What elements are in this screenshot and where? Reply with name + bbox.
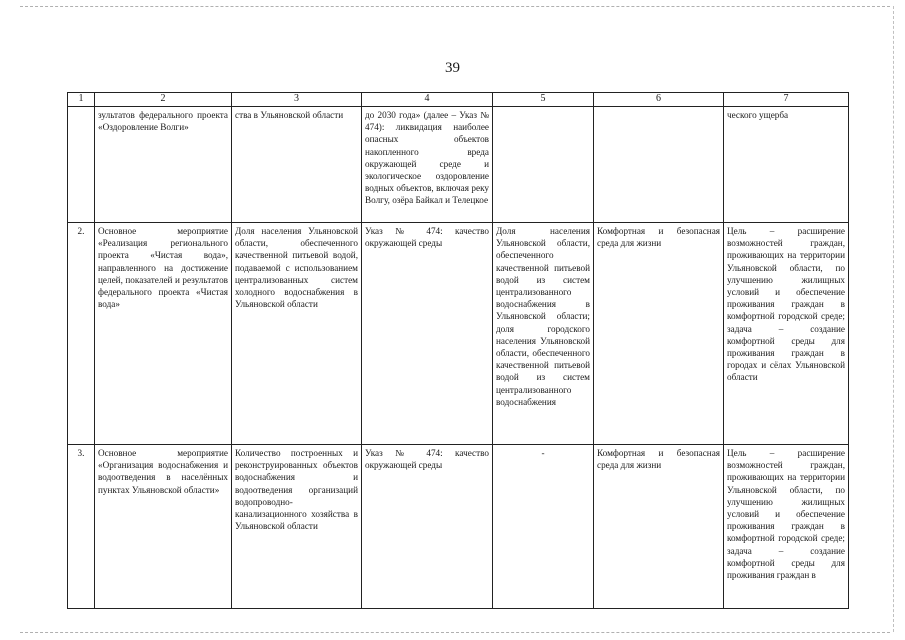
national-indicator-cell [493, 107, 594, 223]
decree-cell: Указ № 474: качество окружающей среды [362, 445, 493, 609]
activity-cell: Основное мероприятие «Организация водоснабжения и водоотведения в населённых пунктах Ульяновской области» [95, 445, 232, 609]
decree-cell: Указ № 474: качество окружающей среды [362, 223, 493, 445]
table-header-row [68, 93, 849, 107]
header-col-2: 2 [95, 93, 232, 107]
decree-cell: до 2030 года» (далее – Указ № 474): ликвидация наиболее опасных объектов накопленного вреда окружающей среде и экологическое оздоровление водных объектов, включая реку Волгу, озёра Байкал и Телецкое [362, 107, 493, 223]
indicator-cell: Доля населения Ульяновской области, обеспеченного качественной питьевой водой, подаваемой с использованием централизованных систем холодного водоснабжения в Ульяновской области [232, 223, 362, 445]
header-col-1: 1 [68, 93, 95, 107]
table-row [68, 107, 849, 223]
header-col-4: 4 [362, 93, 493, 107]
priority-cell [594, 107, 724, 223]
scan-edge-right [893, 6, 894, 632]
priority-cell: Комфортная и безопасная среда для жизни [594, 445, 724, 609]
goal-cell: ческого ущерба [724, 107, 849, 223]
indicator-cell: Количество построенных и реконструированных объектов водоснабжения и водоотведения организаций водопроводно-канализационного хозяйства в Ульяновской области [232, 445, 362, 609]
goal-cell: Цель – расширение возможностей граждан, проживающих на территории Ульяновской области, по улучшению жилищных условий и обеспечение проживания граждан в комфортной городской среде; задача – создание комфортной среды для проживания граждан в [724, 445, 849, 609]
row-number [68, 107, 95, 223]
activity-cell: Основное мероприятие «Реализация регионального проекта «Чистая вода», направленного на достижение целей, показателей и результатов федерального проекта «Чистая вода» [95, 223, 232, 445]
page-number: 39 [445, 60, 460, 76]
header-col-7: 7 [724, 93, 849, 107]
header-col-3: 3 [232, 93, 362, 107]
row-number: 2. [68, 223, 95, 445]
header-col-6: 6 [594, 93, 724, 107]
priority-cell: Комфортная и безопасная среда для жизни [594, 223, 724, 445]
scan-edge-bottom [20, 632, 890, 633]
table-row [68, 445, 849, 609]
table-row [68, 223, 849, 445]
header-col-5: 5 [493, 93, 594, 107]
indicator-cell: ства в Ульяновской области [232, 107, 362, 223]
scan-edge-top [20, 6, 890, 7]
row-number: 3. [68, 445, 95, 609]
national-indicator-cell: Доля населения Ульяновской области, обеспеченного качественной питьевой водой из систем централизованного водоснабжения в Ульяновской области; доля городского населения Ульяновской области, обеспеченного качественной питьевой водой из систем централизованного водоснабжения [493, 223, 594, 445]
activity-cell: зультатов федерального проекта «Оздоровление Волги» [95, 107, 232, 223]
goal-cell: Цель – расширение возможностей граждан, проживающих на территории Ульяновской области, по улучшению жилищных условий и обеспечение проживания граждан в комфортной городской среде; задача – создание комфортной среды для проживания граждан в городах и сёлах Ульяновской области [724, 223, 849, 445]
national-indicator-cell: - [493, 445, 594, 609]
program-table [67, 92, 849, 609]
